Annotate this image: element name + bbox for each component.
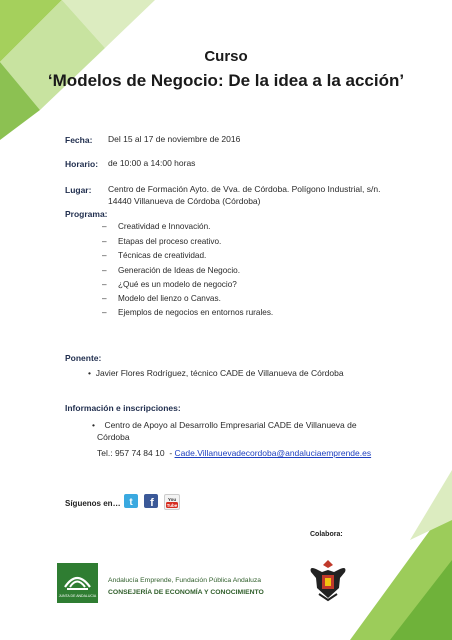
consejeria-line: CONSEJERÍA DE ECONOMÍA Y CONOCIMIENTO [108,589,264,596]
fecha-label: Fecha: [65,135,93,145]
info-line-1: • Centro de Apoyo al Desarrollo Empresarial CADE de Villanueva de [92,420,357,430]
coat-of-arms-icon [305,556,351,602]
info-label: Información e inscripciones: [65,403,181,413]
horario-value: de 10:00 a 14:00 horas [108,158,196,168]
colabora-label: Colabora: [310,531,343,538]
lugar-label: Lugar: [65,185,92,195]
email-link[interactable]: Cade.Villanuevadecordoba@andaluciaemprende.es [174,448,372,458]
svg-text:t: t [129,497,133,508]
svg-text:Tube: Tube [166,502,178,508]
list-item: – Técnicas de creatividad. [102,251,207,260]
phone-number: Tel.: 957 74 84 10 [97,448,165,458]
list-item: – Generación de Ideas de Negocio. [102,266,240,275]
list-item: – Creatividad e Innovación. [102,222,211,231]
lugar-line-1: Centro de Formación Ayto. de Vva. de Córdoba. Polígono Industrial, s/n. [108,184,381,194]
ponente-label: Ponente: [65,353,102,363]
course-kicker: Curso [204,48,248,65]
fecha-value: Del 15 al 17 de noviembre de 2016 [108,134,241,144]
youtube-icon[interactable] [164,494,180,510]
list-item: – Etapas del proceso creativo. [102,237,222,246]
programa-label: Programa: [65,209,108,219]
twitter-icon[interactable] [124,494,138,508]
contact-line: Tel.: 957 74 84 10 - Cade.Villanuevadecordoba@andaluciaemprende.es [97,448,372,458]
list-item: – ¿Qué es un modelo de negocio? [102,280,237,289]
info-line-2: Córdoba [97,432,130,442]
lugar-line-2: 14440 Villanueva de Córdoba (Córdoba) [108,196,261,206]
ponente-name: • Javier Flores Rodríguez, técnico CADE de Villanueva de Córdoba [88,368,344,378]
org-line: Andalucía Emprende, Fundación Pública Andaluza [108,577,262,584]
svg-text:f: f [150,497,154,508]
svg-text:You: You [167,497,177,502]
course-title: ‘Modelos de Negocio: De la idea a la acción’ [47,71,405,90]
junta-logo-text: JUNTA DE ANDALUCIA [58,594,97,598]
junta-andalucia-logo [57,563,98,603]
list-item: – Modelo del lienzo o Canvas. [102,294,221,303]
list-item: – Ejemplos de negocios en entornos rurales. [102,308,274,317]
horario-label: Horario: [65,159,99,169]
facebook-icon[interactable] [144,494,158,508]
social-label: Síguenos en… [65,499,121,508]
